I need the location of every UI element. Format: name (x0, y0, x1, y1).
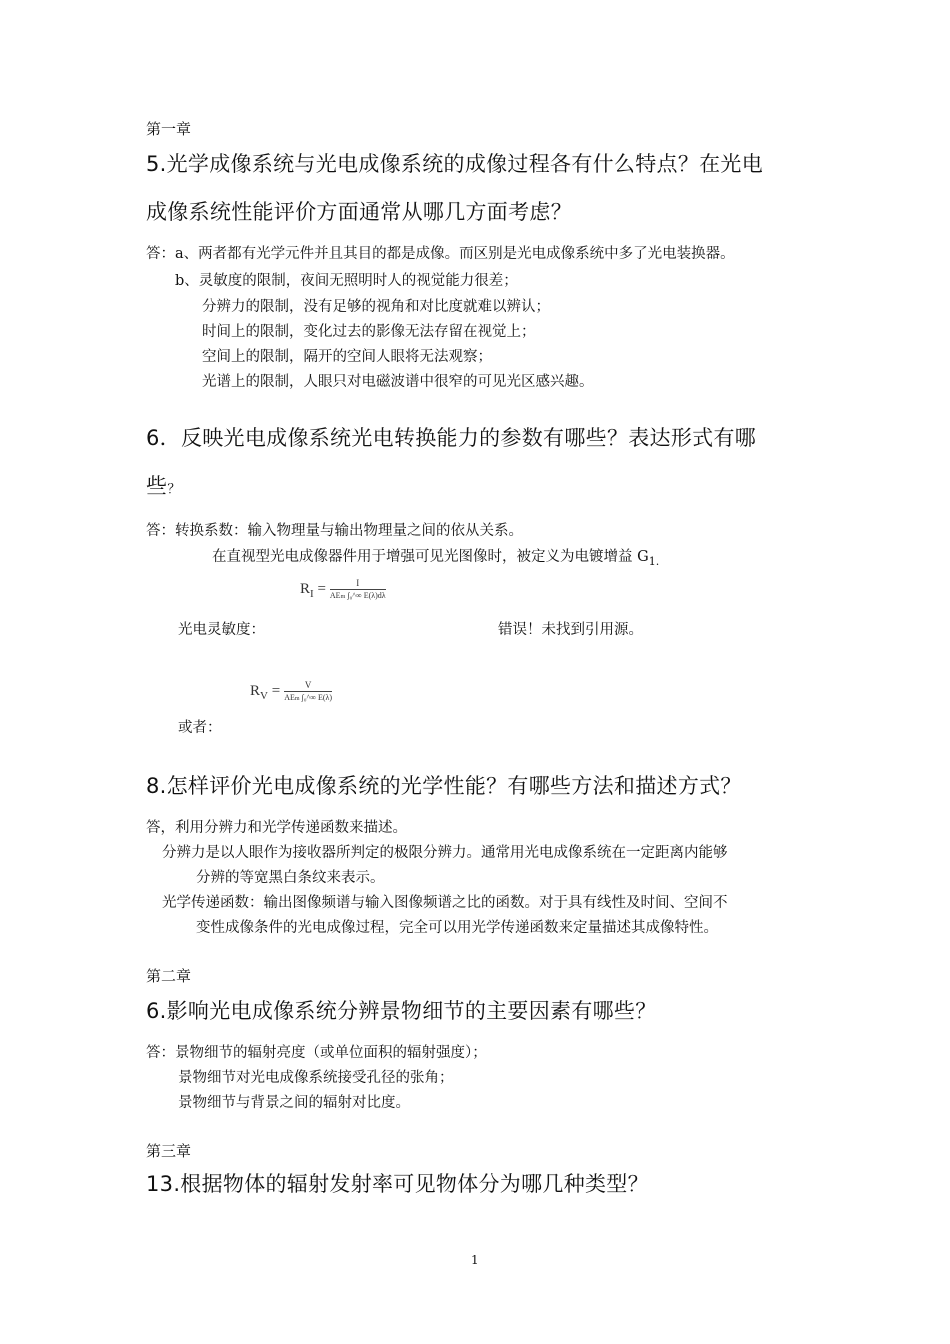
answer-5-line-5: 空间上的限制，隔开的空间人眼将无法观察； (202, 349, 492, 365)
chapter-2-title: 第二章 (146, 967, 192, 985)
question-8: 8.怎样评价光电成像系统的光学性能？有哪些方法和描述方式？ (146, 774, 742, 798)
question-ch3-13: 13.根据物体的辐射发射率可见物体分为哪几种类型？ (146, 1172, 649, 1196)
question-6-line-2 (146, 470, 180, 500)
answer-8-line-4: 光学传递函数：输出图像频谱与输入图像频谱之比的函数。对于具有线性及时间、空间不 (162, 895, 728, 911)
formula-ri-lhs: $R_I$ = (300, 581, 326, 600)
answer-5-line-4: 时间上的限制，变化过去的影像无法存留在视觉上； (202, 324, 536, 340)
answer-ch2-6-line-1: 答：景物细节的辐射亮度（或单位面积的辐射强度）； (146, 1045, 487, 1061)
answer-ch2-6-line-3: 景物细节与背景之间的辐射对比度。 (178, 1095, 410, 1111)
answer-8-line-2: 分辨力是以人眼作为接收器所判定的极限分辨力。通常用光电成像系统在一定距离内能够 (162, 845, 728, 861)
answer-6-line-2-text: 在直视型光电成像器件用于增强可见光图像时，被定义为电镀增益 G (212, 549, 649, 565)
answer-ch2-6-line-2: 景物细节对光电成像系统接受孔径的张角； (178, 1070, 454, 1086)
formula-rv-fraction (284, 680, 332, 705)
answer-5-line-1: 答：a、两者都有光学元件并且其目的都是成像。而区别是光电成像系统中多了光电装换器。 (146, 246, 735, 262)
answer-6-line-2 (212, 545, 659, 568)
answer-5-line-6: 光谱上的限制，人眼只对电磁波谱中很窄的可见光区感兴趣。 (202, 374, 594, 390)
chapter-1-title: 第一章 (146, 120, 192, 138)
photo-sensitivity-label: 光电灵敏度： (178, 622, 265, 638)
formula-rv (250, 680, 332, 705)
answer-6-line-2-subscript: 1. (648, 554, 660, 568)
question-ch2-6: 6.影响光电成像系统分辨景物细节的主要因素有哪些？ (146, 999, 657, 1023)
answer-8-line-5: 变性成像条件的光电成像过程，完全可以用光学传递函数来定量描述其成像特性。 (196, 920, 718, 936)
answer-8-line-3: 分辨的等宽黑白条纹来表示。 (196, 870, 385, 886)
answer-5-line-3: 分辨力的限制，没有足够的视角和对比度就难以辨认； (202, 299, 550, 315)
answer-6-line-1: 答：转换系数：输入物理量与输出物理量之间的依从关系。 (146, 523, 523, 539)
formula-rv-denominator: AEm ∫₀^∞ E(λ) (284, 693, 333, 702)
formula-ri (300, 578, 386, 603)
page-number: 1 (471, 1253, 479, 1267)
reference-error-text: 错误！未找到引用源。 (498, 622, 643, 638)
answer-5-line-2: b、灵敏度的限制，夜间无照明时人的视觉能力很差； (175, 273, 518, 289)
chapter-3-title: 第三章 (146, 1142, 192, 1160)
formula-ri-denominator: AEm ∫₀^∞ E(λ)dλ (329, 591, 386, 600)
question-5-line-2: 成像系统性能评价方面通常从哪几方面考虑？ (146, 200, 572, 224)
or-label: 或者： (178, 720, 222, 736)
answer-8-line-1: 答，利用分辨力和光学传递函数来描述。 (146, 820, 407, 836)
question-6-line-2-text: 些 (146, 474, 168, 498)
question-6-line-2-mark: ？ (167, 482, 181, 497)
formula-rv-numerator: V (284, 680, 332, 692)
formula-ri-numerator: I (330, 578, 386, 590)
question-6-line-1: 6．反映光电成像系统光电转换能力的参数有哪些？表达形式有哪 (146, 426, 757, 450)
formula-rv-lhs: $R_V$ = (250, 683, 281, 702)
question-5-line-1: 5.光学成像系统与光电成像系统的成像过程各有什么特点？在光电 (146, 152, 764, 176)
formula-ri-fraction (330, 578, 386, 603)
